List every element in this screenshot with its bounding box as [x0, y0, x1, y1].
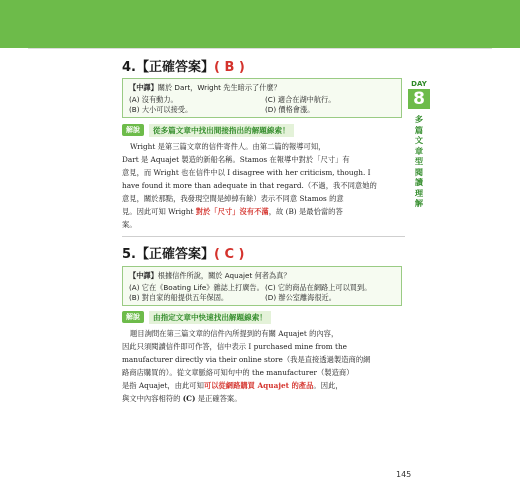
day-number: 8: [408, 89, 430, 109]
q4-explanation-heading: [122, 124, 294, 136]
q4-answer-heading: [122, 56, 245, 75]
q5-answer-label: 【正確答案】: [135, 247, 214, 262]
q4-key-phrase: 對於「尺寸」沒有不滿: [195, 207, 269, 216]
q4-body-line: Wright 是第三篇文章的信件寄件人。由第二篇的報導可知，: [130, 142, 326, 151]
q4-option-c: (C) 適合在湖中航行。: [265, 95, 336, 104]
q4-question: 【中譯】關於 Dart，Wright 先生暗示了什麼？: [129, 83, 281, 92]
day-label: DAY: [411, 80, 427, 88]
q4-body-line: 意見，而 Wright 也在信件中以 I disagree with her criticism, though. I: [122, 168, 371, 177]
q5-number: 5.: [122, 247, 136, 262]
q5-option-b: (B) 對自家的船提供五年保固。: [129, 293, 229, 302]
q5-option-a: (A) 它在《Boating Life》雜誌上打廣告。: [129, 283, 264, 292]
q5-answer-letter: ( C ): [214, 247, 245, 262]
q5-body-line: 題目詢問在第三篇文章的信件內所提到的有關 Aquajet 的內容，: [130, 329, 339, 338]
q4-option-a: (A) 沒有動力。: [129, 95, 178, 104]
q4-answer-letter: ( B ): [214, 60, 245, 75]
q4-explanation-title: 從多篇文章中找出間接指出的解題線索！: [149, 124, 294, 137]
q5-answer-ref: (C): [182, 394, 196, 403]
header-divider: [28, 48, 492, 49]
q5-option-c: (C) 它的商品在網路上可以買到。: [265, 283, 372, 292]
q4-body-line: Dart 是 Aquajet 製造的新船名稱。Stamos 在報導中對於「尺寸」有: [122, 155, 350, 164]
q4-explanation-tag: 解說: [122, 124, 144, 136]
chapter-title: 多篇文章型閱讀理解: [414, 114, 424, 208]
page-number: 145: [396, 470, 412, 479]
q4-option-b: (B) 大小可以接受。: [129, 105, 193, 114]
q5-body-line: 因此只須閱讀信件即可作答，信中表示 I purchased mine from the: [122, 342, 347, 351]
day-tab: [408, 80, 430, 209]
q4-body-line: 案。: [122, 220, 137, 229]
q4-body-line: 意見，關於那點，我發現空間是綽綽有餘）表示不同意 Stamos 的意: [122, 194, 344, 203]
q5-translation-box: [122, 266, 402, 306]
q5-explanation-title: 由指定文章中快速找出解題線索！: [149, 311, 271, 324]
q5-body-line: 與文中內容相符的 (C) 是正確答案。: [122, 394, 242, 403]
q5-body-line: 路商店購買的）。從文章脈絡可知句中的 the manufacturer（製造商）: [122, 368, 354, 377]
q5-question: 【中譯】根據信件所說，關於 Aquajet 何者為真？: [129, 271, 291, 280]
q4-option-d: (D) 價格會漲。: [265, 105, 315, 114]
q5-body-line: 是指 Aquajet，由此可知可以從網路購買 Aquajet 的產品。因此，: [122, 381, 343, 390]
q5-explanation-tag: 解說: [122, 311, 144, 323]
q4-number: 4.: [122, 60, 136, 75]
section-divider: [122, 236, 405, 237]
q5-body-line: manufacturer directly via their online store（我是直接透過製造商的網: [122, 355, 371, 364]
q5-answer-heading: [122, 243, 244, 262]
header-bar: [0, 0, 520, 48]
q4-body-line: 見。因此可知 Wright 對於「尺寸」沒有不滿，故 (B) 是最恰當的答: [122, 207, 343, 216]
q4-answer-label: 【正確答案】: [135, 60, 214, 75]
q4-body-line: have found it more than adequate in that regard.（不過，我不同意她的: [122, 181, 377, 190]
q4-translation-box: [122, 78, 402, 118]
q5-explanation-heading: [122, 311, 271, 323]
q5-option-d: (D) 辦公室離海很近。: [265, 293, 336, 302]
q5-key-phrase: 可以從網路購買 Aquajet 的產品: [203, 381, 314, 390]
